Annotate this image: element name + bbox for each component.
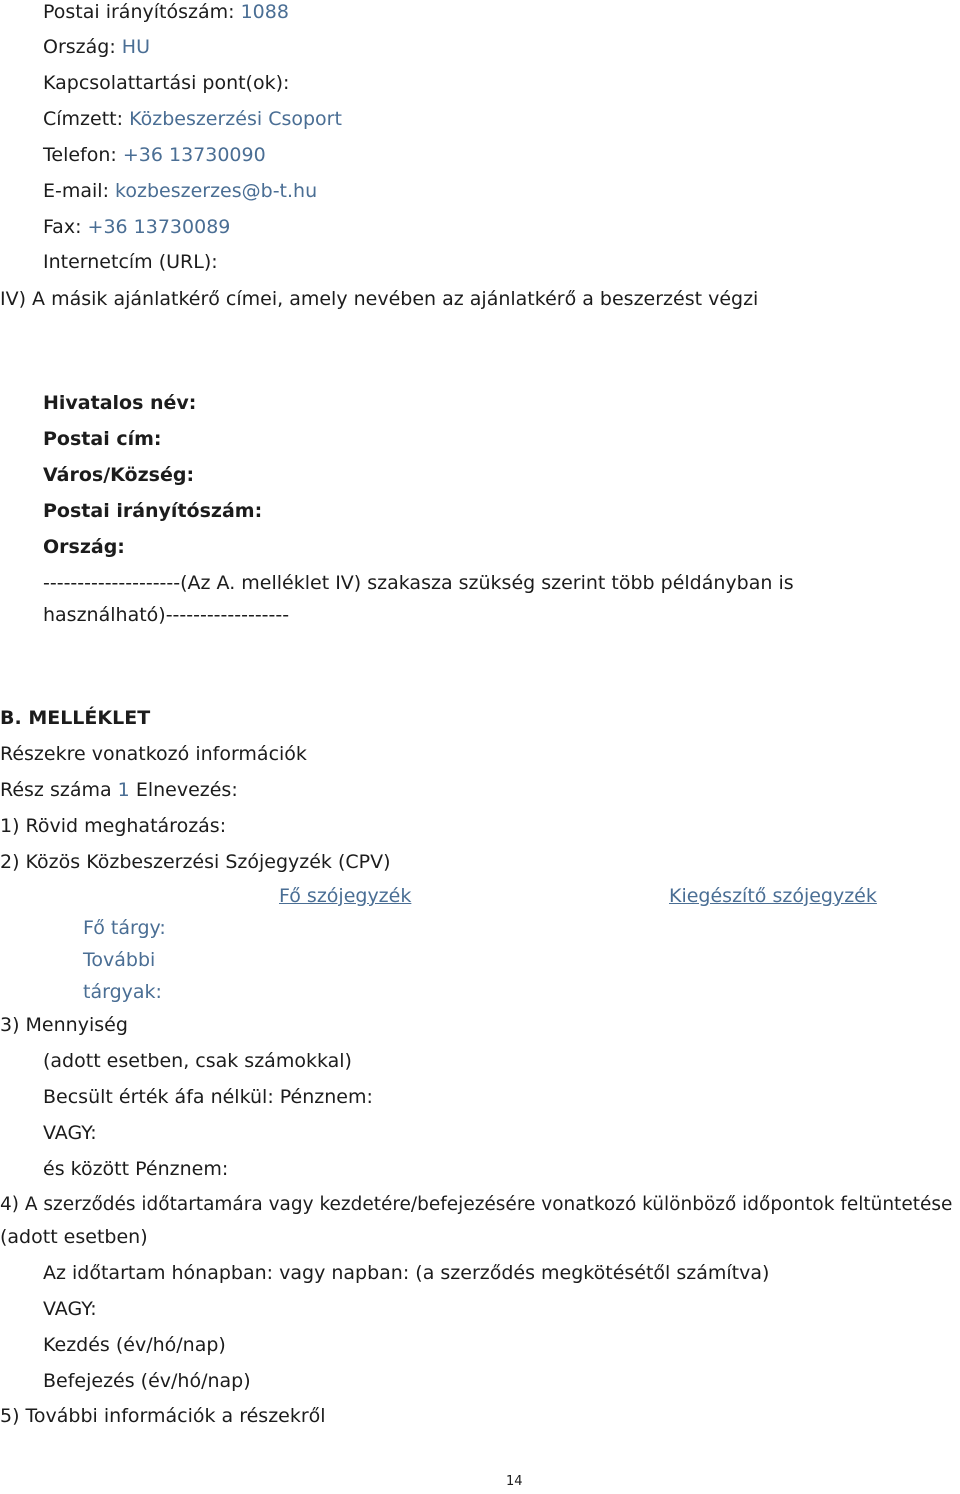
quantity-note: (adott esetben, csak számokkal) (43, 1050, 352, 1072)
item-5: 5) További információk a részekről (0, 1405, 326, 1427)
postal-code-label: Postai irányítószám: (43, 1, 235, 23)
contact-points-label: Kapcsolattartási pont(ok): (43, 72, 290, 94)
item-1: 1) Rövid meghatározás: (0, 815, 227, 837)
part-label: Rész száma (0, 779, 112, 801)
part-number: 1 (117, 779, 130, 801)
postal-code-row (43, 0, 289, 24)
or-label-2: VAGY: (43, 1298, 97, 1320)
annex-b-title: B. MELLÉKLET (0, 707, 151, 729)
part-name-label: Elnevezés: (135, 779, 238, 801)
between-currency: és között Pénznem: (43, 1158, 229, 1180)
section-iv-note-line1: --------------------(Az A. melléklet IV) szakasza szükség szerint több példányban is (43, 572, 794, 594)
item-4-line1: 4) A szerződés időtartamára vagy kezdetére/befejezésére vonatkozó különböző időpontok feltüntetése (0, 1194, 953, 1215)
main-object-label: Fő tárgy: (83, 917, 166, 939)
email-value[interactable]: kozbeszerzes@b-t.hu (115, 180, 318, 202)
city-label: Város/Község: (43, 464, 195, 486)
estimated-value: Becsült érték áfa nélkül: Pénznem: (43, 1086, 373, 1108)
additional-objects-label-2: tárgyak: (83, 981, 162, 1003)
fax-value: +36 13730089 (87, 216, 231, 238)
item-2: 2) Közös Közbeszerzési Szójegyzék (CPV) (0, 851, 391, 873)
cpv-main-header: Fő szójegyzék (279, 885, 412, 907)
phone-row (43, 143, 266, 167)
official-name-label: Hivatalos név: (43, 392, 197, 414)
part-row (0, 778, 238, 802)
section-iv-heading: IV) A másik ajánlatkérő címei, amely nevében az ajánlatkérő a beszerzést végzi (0, 288, 759, 310)
phone-label: Telefon: (43, 144, 117, 166)
country-value: HU (121, 36, 150, 58)
fax-row (43, 215, 230, 239)
addressee-value: Közbeszerzési Csoport (129, 108, 342, 130)
fax-label: Fax: (43, 216, 82, 238)
section-iv-country-label: Ország: (43, 536, 125, 558)
addressee-row (43, 107, 342, 131)
postal-address-label: Postai cím: (43, 428, 162, 450)
email-row (43, 179, 317, 203)
duration: Az időtartam hónapban: vagy napban: (a szerződés megkötésétől számítva) (43, 1262, 770, 1284)
section-iv-postal-code-label: Postai irányítószám: (43, 500, 263, 522)
addressee-label: Címzett: (43, 108, 124, 130)
item-4-line2: (adott esetben) (0, 1226, 148, 1248)
url-label: Internetcím (URL): (43, 251, 218, 273)
or-label-1: VAGY: (43, 1122, 97, 1144)
annex-b-subtitle: Részekre vonatkozó információk (0, 743, 307, 765)
postal-code-value: 1088 (240, 1, 289, 23)
phone-value: +36 13730090 (122, 144, 266, 166)
end-date-label: Befejezés (év/hó/nap) (43, 1370, 251, 1392)
additional-objects-label-1: További (83, 949, 156, 971)
start-date-label: Kezdés (év/hó/nap) (43, 1334, 226, 1356)
cpv-supp-header: Kiegészítő szójegyzék (669, 885, 877, 907)
item-3: 3) Mennyiség (0, 1014, 128, 1036)
page-number: 14 (506, 1474, 523, 1489)
email-label: E-mail: (43, 180, 109, 202)
section-iv-note-line2: használható)------------------ (43, 604, 290, 626)
country-row (43, 35, 150, 59)
country-label: Ország: (43, 36, 116, 58)
